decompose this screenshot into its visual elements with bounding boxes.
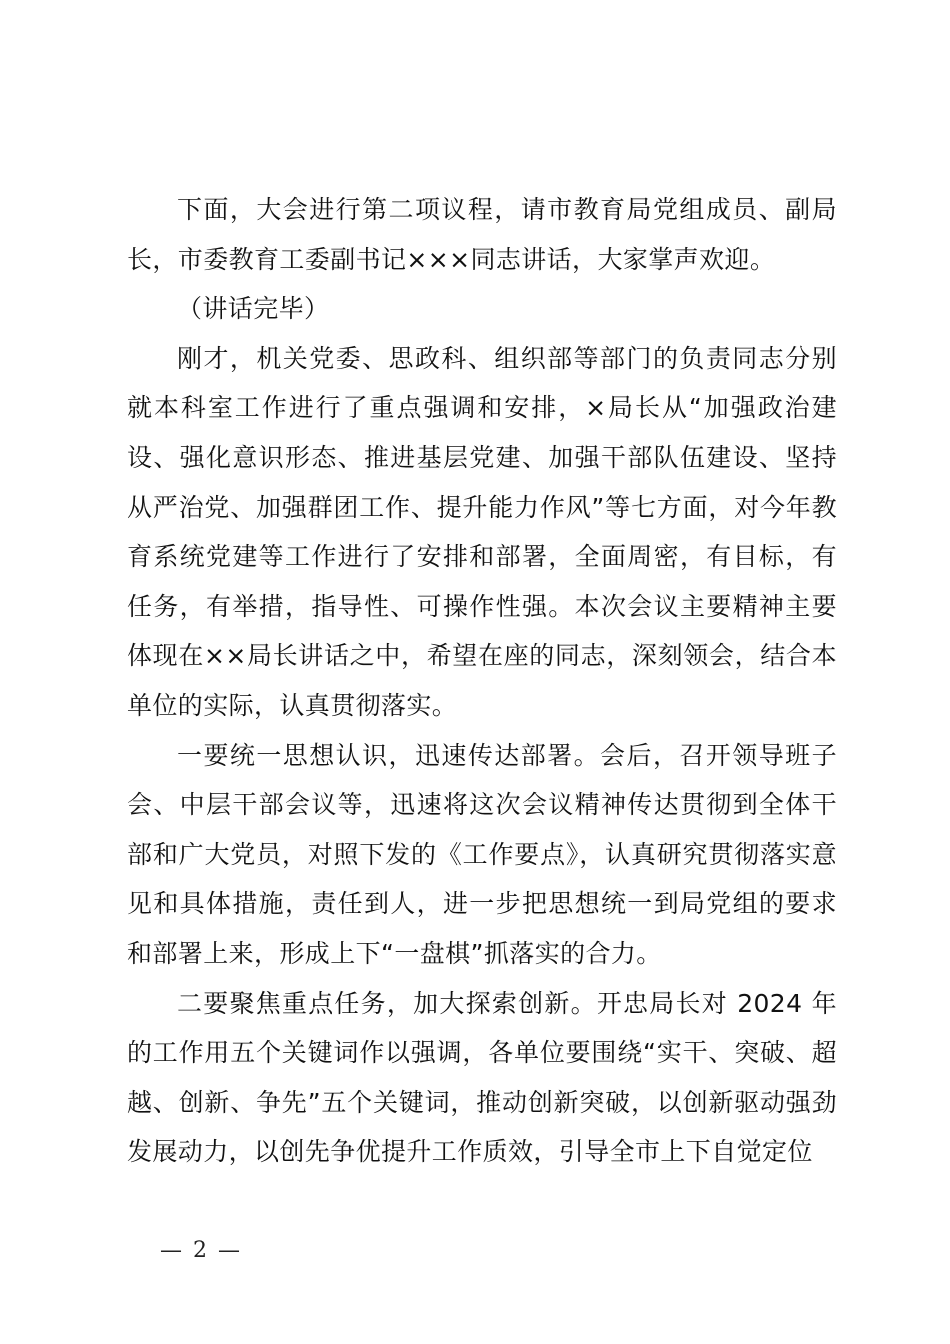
page-number: — 2 —: [160, 1238, 242, 1263]
paragraph-agenda-intro: 下面，大会进行第二项议程，请市教育局党组成员、副局长，市委教育工委副书记×××同志讲话，大家掌声欢迎。: [127, 195, 837, 274]
paragraph-point-one: 一要统一思想认识，迅速传达部署。会后，召开领导班子会、中层干部会议等，迅速将这次会议精神传达贯彻到全体干部和广大党员，对照下发的《工作要点》，认真研究贯彻落实意见和具体措施，责任到人，进一步把思想统一到局党组的要求和部署上来，形成上下“一盘棋”抓落实的合力。: [127, 740, 837, 968]
paragraph-speech-finished: （讲话完毕）: [177, 294, 330, 324]
paragraph-summary: 刚才，机关党委、思政科、组织部等部门的负责同志分别就本科室工作进行了重点强调和安排，×局长从“加强政治建设、强化意识形态、推进基层党建、加强干部队伍建设、坚持从严治党、加强群团工作、提升能力作风”等七方面，对今年教育系统党建等工作进行了安排和部署，全面周密，有目标，有任务，有举措，指导性、可操作性强。本次会议主要精神主要体现在××局长讲话之中，希望在座的同志，深刻领会，结合本单位的实际，认真贯彻落实。: [127, 343, 837, 720]
paragraph-point-two: 二要聚焦重点任务，加大探索创新。开忠局长对 2024 年的工作用五个关键词作以强调，各单位要围绕“实干、突破、超越、创新、争先”五个关键词，推动创新突破，以创新驱动强劲发展动力，以创先争优提升工作质效，引导全市上下自觉定位: [127, 988, 837, 1167]
document-body: [127, 185, 837, 1177]
